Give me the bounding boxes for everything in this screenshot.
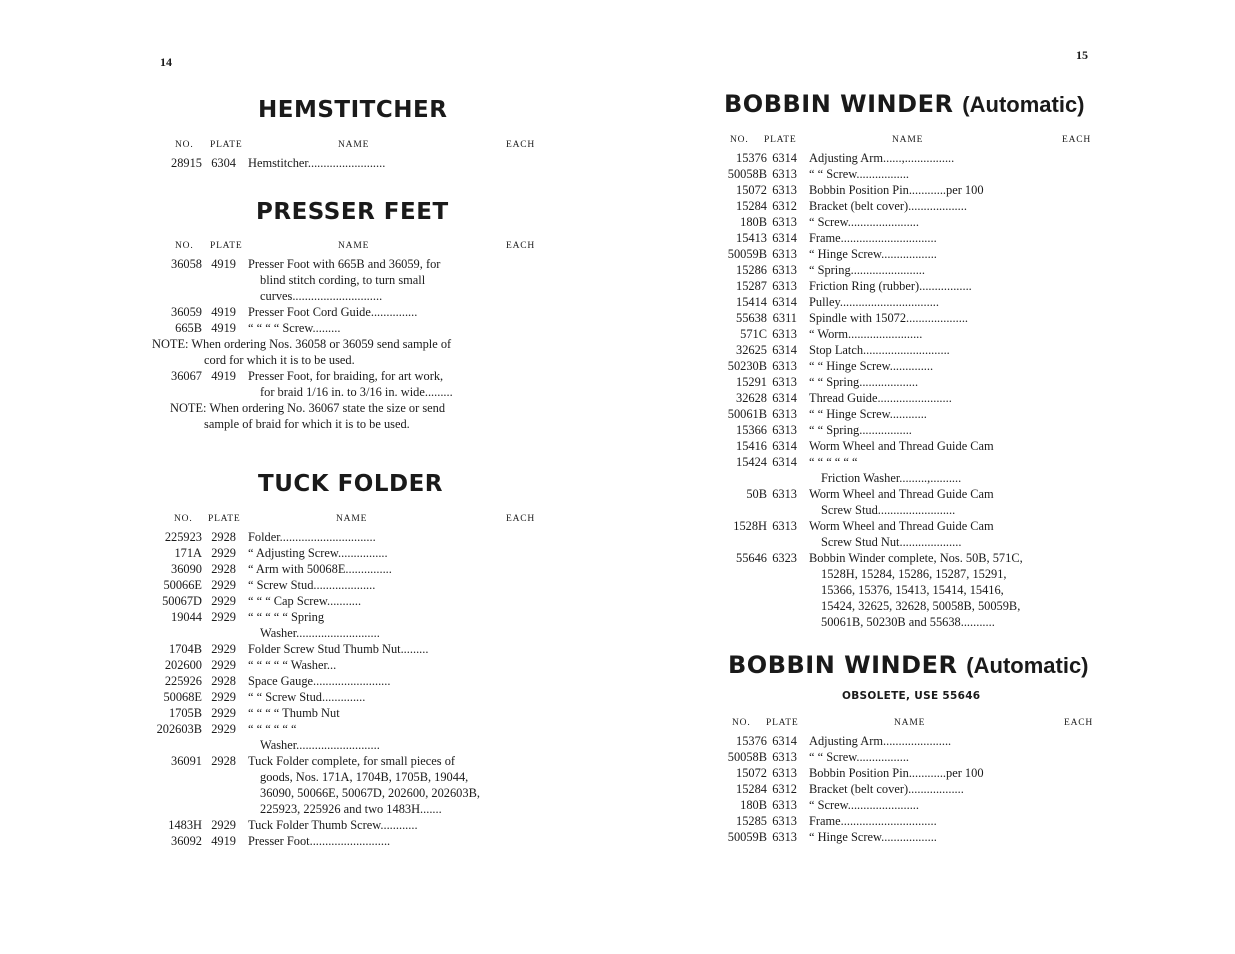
part-name: “ “ “ “ Screw.........	[248, 321, 341, 335]
note-text: NOTE: When ordering Nos. 36058 or 36059 send sample of	[152, 337, 452, 351]
col-header-name: NAME	[336, 514, 368, 524]
part-number: 180B	[740, 215, 767, 229]
plate-number: 2929	[211, 610, 236, 624]
bobbin-winder-title-text: BOBBIN WINDER	[728, 651, 958, 679]
plate-number: 6313	[772, 798, 797, 812]
part-number: 32625	[736, 343, 767, 357]
plate-number: 2928	[211, 674, 236, 688]
plate-number: 6314	[772, 391, 797, 405]
plate-number: 6312	[772, 782, 797, 796]
part-name: Bracket (belt cover)...................	[809, 199, 967, 213]
part-number: 665B	[175, 321, 202, 335]
part-number: 1704B	[168, 642, 202, 656]
part-number: 202603B	[156, 722, 202, 736]
part-number: 15284	[736, 199, 767, 213]
part-number: 36067	[171, 369, 202, 383]
part-name: blind stitch cording, to turn small	[260, 273, 426, 287]
plate-number: 6312	[772, 199, 797, 213]
part-number: 15376	[736, 151, 767, 165]
col-header-name: NAME	[892, 135, 924, 145]
plate-number: 6313	[772, 407, 797, 421]
part-number: 50061B	[727, 407, 767, 421]
part-name: Folder Screw Stud Thumb Nut.........	[248, 642, 429, 656]
plate-number: 6314	[772, 343, 797, 357]
plate-number: 2929	[211, 642, 236, 656]
plate-number: 2929	[211, 546, 236, 560]
bobbin-winder-title-suffix: (Automatic)	[962, 92, 1085, 117]
part-number: 19044	[171, 610, 202, 624]
col-header-no: NO.	[174, 514, 193, 524]
part-number: 15366	[736, 423, 767, 437]
part-name: Spindle with 15072....................	[809, 311, 969, 325]
part-number: 50B	[746, 487, 767, 501]
part-name: “ Spring........................	[809, 263, 925, 277]
col-header-plate: PLATE	[764, 135, 797, 145]
note-text: sample of braid for which it is to be used.	[204, 417, 410, 431]
plate-number: 6314	[772, 151, 797, 165]
plate-number: 6313	[772, 359, 797, 373]
plate-number: 6314	[772, 295, 797, 309]
part-name: “ Screw.......................	[809, 798, 920, 812]
col-header-plate: PLATE	[766, 718, 799, 728]
plate-number: 2928	[211, 530, 236, 544]
part-name: Presser Foot Cord Guide...............	[248, 305, 418, 319]
part-name: Screw Stud.........................	[821, 503, 956, 517]
part-name: Screw Stud Nut....................	[821, 535, 962, 549]
plate-number: 2929	[211, 578, 236, 592]
bobbin-winder-title-text: BOBBIN WINDER	[724, 90, 954, 118]
part-name: “ Arm with 50068E...............	[248, 562, 392, 576]
part-name: Worm Wheel and Thread Guide Cam	[809, 487, 994, 501]
part-name: Bobbin Winder complete, Nos. 50B, 571C,	[809, 551, 1023, 565]
part-name: “ “ “ “ “ “	[809, 455, 858, 469]
part-number: 36058	[171, 257, 202, 271]
col-header-each: EACH	[506, 140, 536, 150]
plate-number: 6314	[772, 439, 797, 453]
plate-number: 6314	[772, 231, 797, 245]
part-name: Hemstitcher.........................	[248, 156, 386, 170]
part-number: 1483H	[168, 818, 202, 832]
col-header-plate: PLATE	[210, 140, 243, 150]
plate-number: 2929	[211, 818, 236, 832]
plate-number: 6313	[772, 814, 797, 828]
plate-number: 2929	[211, 690, 236, 704]
col-header-each: EACH	[506, 241, 536, 251]
part-name: “ “ “ “ Thumb Nut	[248, 706, 340, 720]
plate-number: 2928	[211, 562, 236, 576]
part-number: 15072	[736, 183, 767, 197]
part-name: “ Adjusting Screw................	[248, 546, 388, 560]
part-name: “ “ Hinge Screw..............	[809, 359, 934, 373]
plate-number: 6323	[772, 551, 797, 565]
plate-number: 4919	[211, 369, 236, 383]
part-number: 225923	[164, 530, 202, 544]
part-number: 15286	[736, 263, 767, 277]
presser-feet-title: PRESSER FEET	[256, 199, 449, 225]
part-name: Space Gauge.........................	[248, 674, 391, 688]
hemstitcher-title: HEMSTITCHER	[258, 97, 448, 123]
obsolete-subtitle: OBSOLETE, USE 55646	[842, 690, 981, 702]
part-name: “ “ “ Cap Screw...........	[248, 594, 362, 608]
col-header-no: NO.	[175, 241, 194, 251]
plate-number: 6313	[772, 215, 797, 229]
plate-number: 6313	[772, 750, 797, 764]
page-number-left: 14	[160, 55, 172, 69]
part-name: Friction Ring (rubber).................	[809, 279, 972, 293]
plate-number: 4919	[211, 321, 236, 335]
col-header-each: EACH	[1064, 718, 1094, 728]
part-name: “ “ “ “ “ “	[248, 722, 297, 736]
plate-number: 2929	[211, 594, 236, 608]
plate-number: 2929	[211, 706, 236, 720]
part-name: “ Hinge Screw..................	[809, 247, 937, 261]
col-header-plate: PLATE	[208, 514, 241, 524]
plate-number: 6314	[772, 734, 797, 748]
part-name: “ Screw Stud....................	[248, 578, 376, 592]
part-number: 15291	[736, 375, 767, 389]
plate-number: 2928	[211, 754, 236, 768]
part-number: 15072	[736, 766, 767, 780]
col-header-each: EACH	[506, 514, 536, 524]
part-name: Friction Washer.........,..........	[821, 471, 962, 485]
bobbin-winder-title-suffix: (Automatic)	[966, 653, 1089, 678]
bobbin-winder-title-1	[724, 90, 1085, 118]
part-number: 50066E	[163, 578, 202, 592]
part-number: 55638	[736, 311, 767, 325]
part-number: 50230B	[727, 359, 767, 373]
part-name: Bobbin Position Pin............per 100	[809, 183, 984, 197]
part-name: Frame...............................	[809, 231, 937, 245]
part-number: 50059B	[727, 830, 767, 844]
plate-number: 2929	[211, 722, 236, 736]
part-number: 50059B	[727, 247, 767, 261]
part-name: Stop Latch............................	[809, 343, 950, 357]
plate-number: 6313	[772, 327, 797, 341]
plate-number: 6313	[772, 830, 797, 844]
part-name: Washer...........................	[260, 626, 380, 640]
part-number: 15414	[736, 295, 767, 309]
part-number: 50058B	[727, 750, 767, 764]
plate-number: 4919	[211, 305, 236, 319]
col-header-plate: PLATE	[210, 241, 243, 251]
part-number: 1528H	[733, 519, 767, 533]
part-name: “ Worm........................	[809, 327, 923, 341]
plate-number: 6313	[772, 167, 797, 181]
part-number: 15284	[736, 782, 767, 796]
plate-number: 6313	[772, 375, 797, 389]
plate-number: 6313	[772, 766, 797, 780]
part-number: 15416	[736, 439, 767, 453]
part-name: “ Screw.......................	[809, 215, 920, 229]
part-name: Worm Wheel and Thread Guide Cam	[809, 439, 994, 453]
part-number: 15376	[736, 734, 767, 748]
col-header-no: NO.	[732, 718, 751, 728]
part-name: 36090, 50066E, 50067D, 202600, 202603B,	[260, 786, 480, 800]
part-name: Adjusting Arm......,................	[809, 151, 955, 165]
plate-number: 6313	[772, 487, 797, 501]
part-name: Tuck Folder complete, for small pieces of	[248, 754, 456, 768]
col-header-each: EACH	[1062, 135, 1092, 145]
col-header-name: NAME	[338, 140, 370, 150]
col-header-name: NAME	[338, 241, 370, 251]
part-name: “ “ Screw.................	[809, 750, 910, 764]
plate-number: 6304	[211, 156, 236, 170]
plate-number: 4919	[211, 834, 236, 848]
part-number: 36090	[171, 562, 202, 576]
part-name: “ “ Screw Stud..............	[248, 690, 366, 704]
part-name: Bobbin Position Pin............per 100	[809, 766, 984, 780]
plate-number: 2929	[211, 658, 236, 672]
plate-number: 6313	[772, 183, 797, 197]
col-header-no: NO.	[730, 135, 749, 145]
plate-number: 6313	[772, 247, 797, 261]
col-header-no: NO.	[175, 140, 194, 150]
plate-number: 6314	[772, 455, 797, 469]
part-name: “ “ “ “ “ Washer...	[248, 658, 337, 672]
page-number-right: 15	[1076, 48, 1088, 62]
part-number: 15413	[736, 231, 767, 245]
part-number: 202600	[164, 658, 202, 672]
part-name: Presser Foot, for braiding, for art work,	[248, 369, 444, 383]
plate-number: 6313	[772, 423, 797, 437]
part-number: 36092	[171, 834, 202, 848]
part-name: Presser Foot with 665B and 36059, for	[248, 257, 441, 271]
part-name: 225923, 225926 and two 1483H.......	[260, 802, 442, 816]
plate-number: 4919	[211, 257, 236, 271]
part-name: 1528H, 15284, 15286, 15287, 15291,	[821, 567, 1007, 581]
part-number: 1705B	[168, 706, 202, 720]
part-name: Pulley................................	[809, 295, 939, 309]
part-number: 50068E	[163, 690, 202, 704]
part-number: 50067D	[162, 594, 202, 608]
part-name: “ “ Screw.................	[809, 167, 910, 181]
part-number: 15424	[736, 455, 767, 469]
part-name: 15424, 32625, 32628, 50058B, 50059B,	[821, 599, 1021, 613]
part-number: 50058B	[727, 167, 767, 181]
part-number: 171A	[174, 546, 202, 560]
part-number: 32628	[736, 391, 767, 405]
note-text: cord for which it is to be used.	[204, 353, 355, 367]
part-name: curves.............................	[260, 289, 383, 303]
part-name: 15366, 15376, 15413, 15414, 15416,	[821, 583, 1004, 597]
plate-number: 6313	[772, 279, 797, 293]
col-header-name: NAME	[894, 718, 926, 728]
part-number: 15287	[736, 279, 767, 293]
part-name: Tuck Folder Thumb Screw............	[248, 818, 418, 832]
plate-number: 6313	[772, 519, 797, 533]
part-name: Adjusting Arm......................	[809, 734, 952, 748]
bobbin-winder-title-2	[728, 651, 1089, 679]
part-number: 571C	[740, 327, 767, 341]
part-name: Frame...............................	[809, 814, 937, 828]
part-name: for braid 1/16 in. to 3/16 in. wide.........	[260, 385, 453, 399]
part-name: “ “ “ “ “ Spring	[248, 610, 325, 624]
note-text: NOTE: When ordering No. 36067 state the size or send	[170, 401, 446, 415]
part-name: “ “ Spring...................	[809, 375, 919, 389]
part-name: 50061B, 50230B and 55638...........	[821, 615, 995, 629]
part-name: Folder...............................	[248, 530, 376, 544]
part-number: 55646	[736, 551, 767, 565]
part-name: Washer...........................	[260, 738, 380, 752]
tuck-folder-title: TUCK FOLDER	[258, 471, 444, 497]
part-name: “ Hinge Screw..................	[809, 830, 937, 844]
part-name: “ “ Hinge Screw............	[809, 407, 927, 421]
part-name: “ “ Spring.................	[809, 423, 912, 437]
part-number: 225926	[164, 674, 202, 688]
plate-number: 6313	[772, 263, 797, 277]
part-number: 180B	[740, 798, 767, 812]
plate-number: 6311	[772, 311, 797, 325]
part-number: 15285	[736, 814, 767, 828]
part-number: 28915	[171, 156, 202, 170]
part-name: Worm Wheel and Thread Guide Cam	[809, 519, 994, 533]
part-name: Presser Foot..........................	[248, 834, 391, 848]
part-name: goods, Nos. 171A, 1704B, 1705B, 19044,	[260, 770, 469, 784]
part-name: Thread Guide........................	[809, 391, 952, 405]
part-number: 36059	[171, 305, 202, 319]
part-name: Bracket (belt cover)..................	[809, 782, 964, 796]
part-number: 36091	[171, 754, 202, 768]
